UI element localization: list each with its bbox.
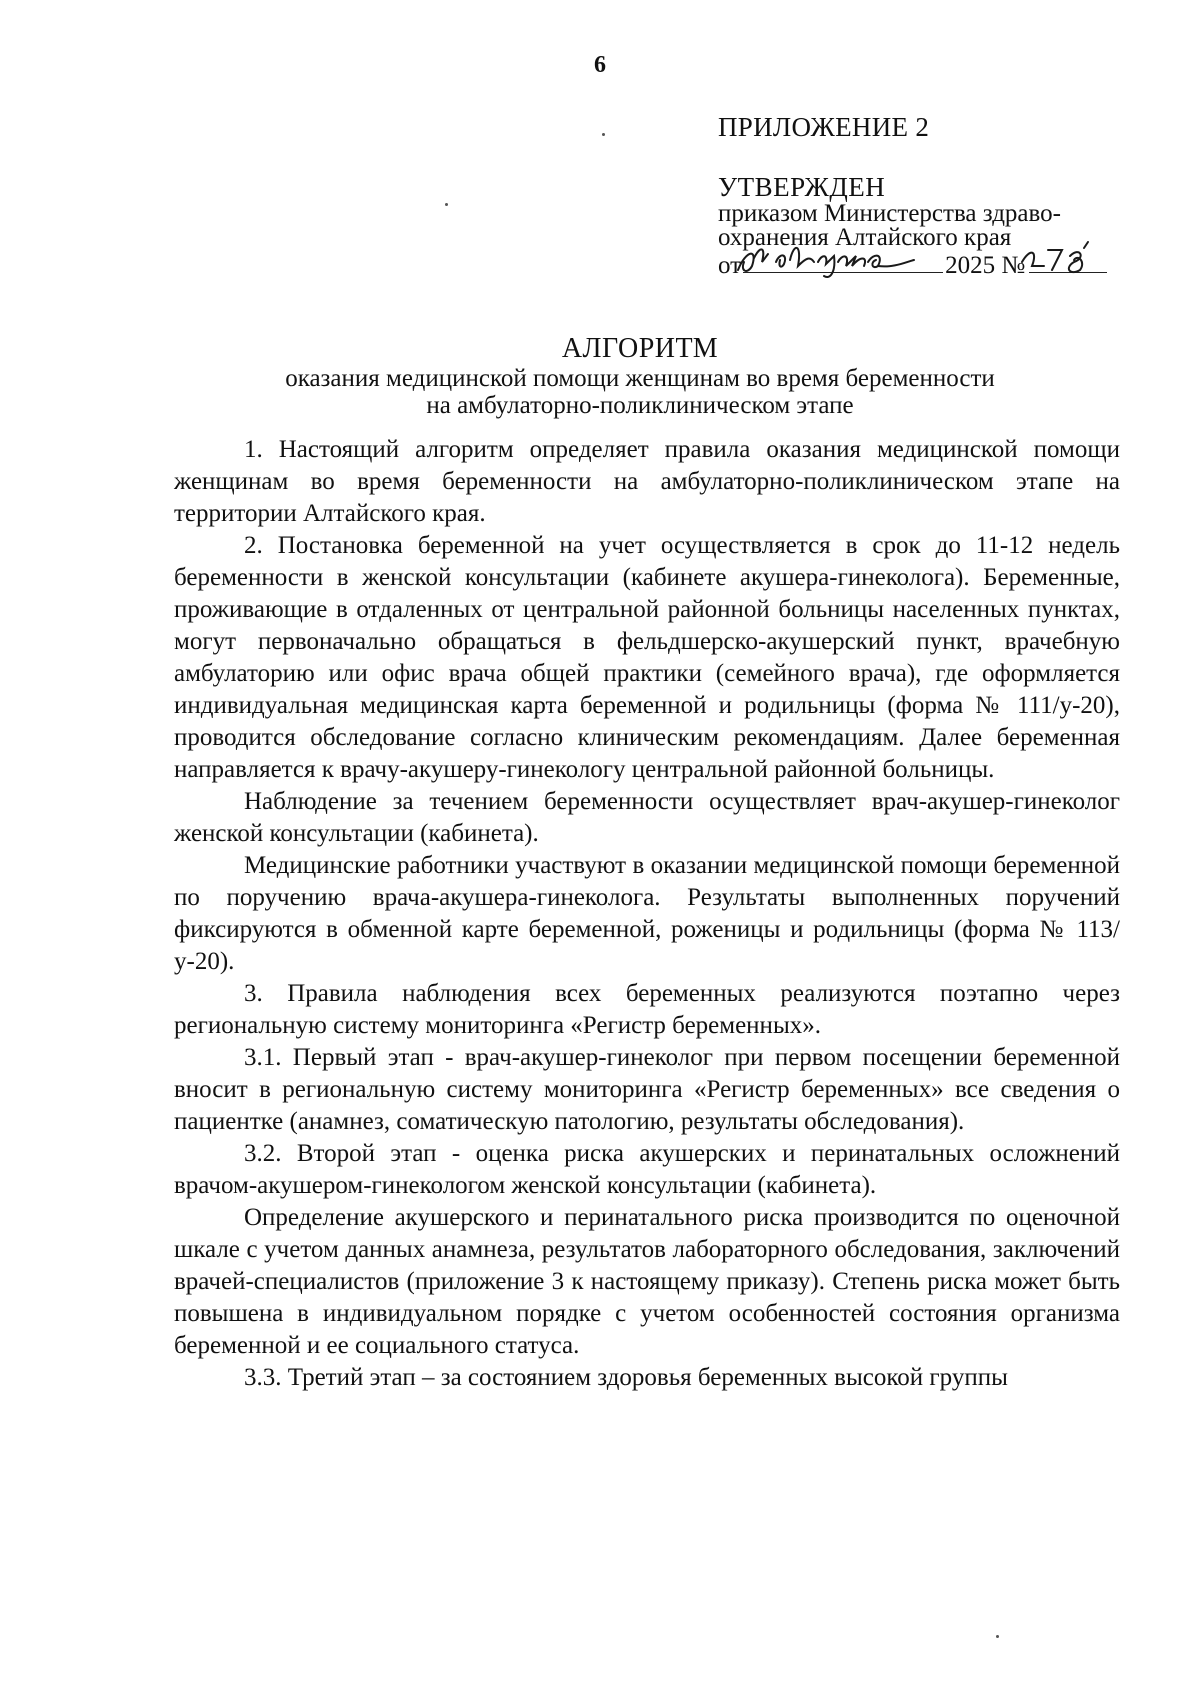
page-number: 6 bbox=[594, 52, 606, 78]
order-line-2: охранения Алтайского края bbox=[718, 224, 1012, 251]
document-title: АЛГОРИТМ bbox=[561, 333, 719, 364]
paragraph-9: 3.3. Третий этап – за состоянием здоровья беременных высокой группы bbox=[244, 1364, 1008, 1391]
approved-label: УТВЕРЖДЕН bbox=[718, 172, 886, 202]
paragraph-2: 2. Постановка беременной на учет осуществляется в срок до 11-12 недель беременности в женской консультации (кабинете акушера-гинеколога). Беременные, проживающие в отдаленных от центральной районной больницы населенных пунктах, могут первоначально обращаться в фельдшерско-акушерский пункт, врачебную амбулаторию или офис врача общей практики (семейного врача), где оформляется индивидуальная медицинская карта беременной и родильницы (форма № 111/у-20), проводится обследование согласно клиническим рекомендациям. Далее беременная направляется к врачу-акушеру-гинекологу центральной районной больницы. bbox=[174, 532, 1120, 783]
order-line-1: приказом Министерства здраво- bbox=[718, 200, 1061, 227]
paragraph-6: 3.1. Первый этап - врач-акушер-гинеколог при первом посещении беременной вносит в региональную систему мониторинга «Регистр беременных» все сведения о пациентке (анамнез, соматическую патологию, результаты обследования). bbox=[174, 1044, 1120, 1135]
order-year: 2025 № bbox=[945, 252, 1026, 279]
scan-speck bbox=[996, 1635, 999, 1638]
document-body bbox=[174, 434, 1120, 1394]
handwritten-signature bbox=[718, 232, 1138, 282]
appendix-title: ПРИЛОЖЕНИЕ 2 bbox=[718, 112, 930, 142]
paragraph-4: Медицинские работники участвуют в оказании медицинской помощи беременной по поручению врача-акушера-гинеколога. Результаты выполненных поручений фиксируются в обменной карте беременной, роженицы и родильницы (форма № 113/у-20). bbox=[174, 852, 1120, 975]
scan-speck bbox=[445, 203, 448, 206]
document-subtitle-line-2: на амбулаторно-поликлиническом этапе bbox=[426, 392, 854, 419]
document-subtitle-line-1: оказания медицинской помощи женщинам во время беременности bbox=[285, 365, 995, 392]
paragraph-5: 3. Правила наблюдения всех беременных реализуются поэтапно через региональную систему мониторинга «Регистр беременных». bbox=[174, 980, 1120, 1039]
date-prefix: от bbox=[718, 252, 742, 279]
paragraph-1: 1. Настоящий алгоритм определяет правила оказания медицинской помощи женщинам во время беременности на амбулаторно-поликлиническом этапе на территории Алтайского края. bbox=[174, 436, 1120, 527]
paragraph-8: Определение акушерского и перинатального риска производится по оценочной шкале с учетом данных анамнеза, результатов лабораторного обследования, заключений врачей-специалистов (приложение 3 к настоящему приказу). Степень риска может быть повышена в индивидуальном порядке с учетом особенностей состояния организма беременной и ее социального статуса. bbox=[174, 1204, 1120, 1359]
paragraph-3: Наблюдение за течением беременности осуществляет врач-акушер-гинеколог женской консультации (кабинета). bbox=[174, 788, 1120, 847]
scan-speck bbox=[602, 133, 605, 136]
paragraph-7: 3.2. Второй этап - оценка риска акушерских и перинатальных осложнений врачом-акушером-гинекологом женской консультации (кабинета). bbox=[174, 1140, 1120, 1199]
